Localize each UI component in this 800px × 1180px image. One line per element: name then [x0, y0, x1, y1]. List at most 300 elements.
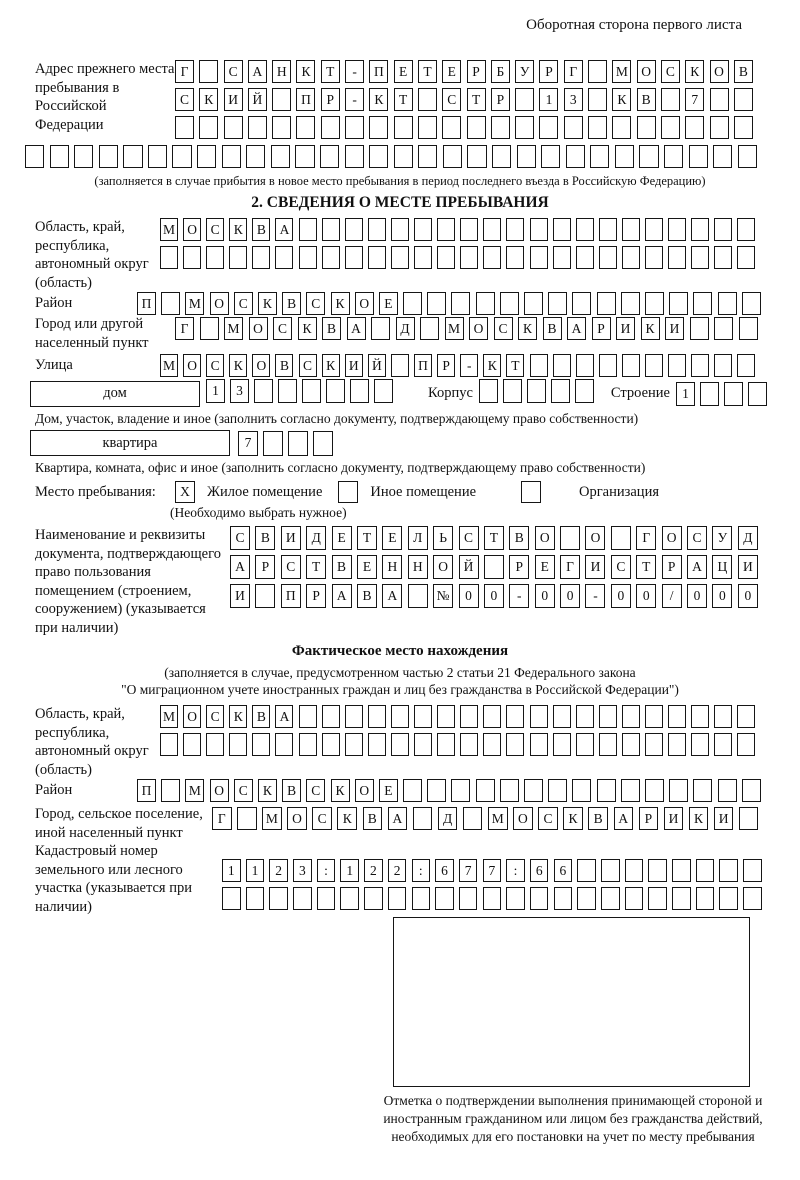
- char-box[interactable]: [588, 60, 607, 83]
- char-box[interactable]: О: [355, 779, 374, 802]
- char-box[interactable]: В: [588, 807, 608, 830]
- char-box[interactable]: И: [616, 317, 635, 340]
- char-box[interactable]: [394, 116, 413, 139]
- char-box[interactable]: А: [614, 807, 634, 830]
- char-box[interactable]: Е: [394, 60, 413, 83]
- char-box[interactable]: [252, 733, 270, 756]
- char-box[interactable]: [553, 705, 571, 728]
- char-box[interactable]: [460, 733, 478, 756]
- char-box[interactable]: И: [281, 526, 301, 550]
- char-box[interactable]: Р: [306, 584, 326, 608]
- char-box[interactable]: [530, 218, 548, 241]
- char-box[interactable]: И: [585, 555, 605, 579]
- char-box[interactable]: -: [345, 88, 364, 111]
- char-box[interactable]: [553, 218, 571, 241]
- char-box[interactable]: 7: [459, 859, 478, 882]
- char-box[interactable]: [714, 218, 732, 241]
- char-box[interactable]: [197, 145, 216, 168]
- char-box[interactable]: М: [160, 218, 178, 241]
- char-box[interactable]: :: [317, 859, 336, 882]
- char-box[interactable]: 1: [539, 88, 558, 111]
- char-box[interactable]: [322, 733, 340, 756]
- char-box[interactable]: [597, 779, 616, 802]
- char-box[interactable]: [25, 145, 44, 168]
- char-box[interactable]: [484, 555, 504, 579]
- char-box[interactable]: Т: [357, 526, 377, 550]
- char-box[interactable]: [668, 218, 686, 241]
- char-box[interactable]: [588, 88, 607, 111]
- char-box[interactable]: Г: [636, 526, 656, 550]
- char-box[interactable]: [718, 292, 737, 315]
- char-box[interactable]: [714, 705, 732, 728]
- char-box[interactable]: [506, 733, 524, 756]
- char-box[interactable]: М: [262, 807, 282, 830]
- char-box[interactable]: К: [258, 292, 277, 315]
- char-box[interactable]: О: [710, 60, 729, 83]
- char-box[interactable]: [524, 292, 543, 315]
- char-box[interactable]: [645, 354, 663, 377]
- char-box[interactable]: В: [332, 555, 352, 579]
- char-box[interactable]: О: [433, 555, 453, 579]
- char-box[interactable]: К: [322, 354, 340, 377]
- char-box[interactable]: [391, 218, 409, 241]
- char-box[interactable]: [645, 705, 663, 728]
- char-box[interactable]: [515, 116, 534, 139]
- char-box[interactable]: [599, 705, 617, 728]
- char-box[interactable]: Р: [592, 317, 611, 340]
- char-box[interactable]: [737, 218, 755, 241]
- char-box[interactable]: П: [137, 779, 156, 802]
- char-box[interactable]: [576, 705, 594, 728]
- char-box[interactable]: И: [738, 555, 758, 579]
- char-box[interactable]: [463, 807, 483, 830]
- char-box[interactable]: И: [665, 317, 684, 340]
- char-box[interactable]: [742, 779, 761, 802]
- char-box[interactable]: [669, 779, 688, 802]
- char-box[interactable]: [437, 246, 455, 269]
- char-box[interactable]: М: [612, 60, 631, 83]
- char-box[interactable]: [621, 779, 640, 802]
- char-box[interactable]: [548, 779, 567, 802]
- char-box[interactable]: [577, 859, 596, 882]
- char-box[interactable]: Г: [560, 555, 580, 579]
- char-box[interactable]: [172, 145, 191, 168]
- char-box[interactable]: К: [331, 292, 350, 315]
- char-box[interactable]: [148, 145, 167, 168]
- char-box[interactable]: О: [637, 60, 656, 83]
- char-box[interactable]: [691, 733, 709, 756]
- char-box[interactable]: О: [210, 292, 229, 315]
- char-box[interactable]: С: [224, 60, 243, 83]
- char-box[interactable]: С: [306, 292, 325, 315]
- char-box[interactable]: [691, 354, 709, 377]
- char-box[interactable]: П: [296, 88, 315, 111]
- char-box[interactable]: Р: [467, 60, 486, 83]
- char-box[interactable]: [668, 354, 686, 377]
- char-box[interactable]: [742, 292, 761, 315]
- char-box[interactable]: С: [206, 218, 224, 241]
- char-box[interactable]: О: [662, 526, 682, 550]
- char-box[interactable]: :: [506, 859, 525, 882]
- char-box[interactable]: [714, 246, 732, 269]
- char-box[interactable]: [437, 733, 455, 756]
- char-box[interactable]: [737, 246, 755, 269]
- char-box[interactable]: О: [535, 526, 555, 550]
- char-box[interactable]: 0: [738, 584, 758, 608]
- char-box[interactable]: 0: [484, 584, 504, 608]
- char-box[interactable]: [476, 779, 495, 802]
- char-box[interactable]: К: [483, 354, 501, 377]
- char-box[interactable]: Т: [636, 555, 656, 579]
- char-box[interactable]: [317, 887, 336, 910]
- char-box[interactable]: [668, 733, 686, 756]
- char-box[interactable]: [374, 379, 393, 403]
- char-box[interactable]: [541, 145, 560, 168]
- char-box[interactable]: [246, 145, 265, 168]
- char-box[interactable]: У: [515, 60, 534, 83]
- char-box[interactable]: Н: [272, 60, 291, 83]
- char-box[interactable]: К: [229, 705, 247, 728]
- char-box[interactable]: [451, 292, 470, 315]
- char-box[interactable]: 0: [687, 584, 707, 608]
- char-box[interactable]: [566, 145, 585, 168]
- char-box[interactable]: В: [509, 526, 529, 550]
- char-box[interactable]: [560, 526, 580, 550]
- char-box[interactable]: [371, 317, 390, 340]
- char-box[interactable]: [530, 887, 549, 910]
- char-box[interactable]: [467, 145, 486, 168]
- checkbox-residential[interactable]: X: [175, 481, 195, 503]
- char-box[interactable]: [412, 887, 431, 910]
- char-box[interactable]: К: [331, 779, 350, 802]
- char-box[interactable]: [160, 733, 178, 756]
- char-box[interactable]: [622, 705, 640, 728]
- char-box[interactable]: М: [488, 807, 508, 830]
- char-box[interactable]: [553, 246, 571, 269]
- char-box[interactable]: [229, 246, 247, 269]
- char-box[interactable]: К: [296, 60, 315, 83]
- char-box[interactable]: [648, 887, 667, 910]
- char-box[interactable]: Ц: [712, 555, 732, 579]
- checkbox-other-premises[interactable]: [338, 481, 358, 503]
- char-box[interactable]: [479, 379, 498, 403]
- char-box[interactable]: [368, 218, 386, 241]
- char-box[interactable]: 6: [530, 859, 549, 882]
- char-box[interactable]: [668, 246, 686, 269]
- char-box[interactable]: [322, 218, 340, 241]
- char-box[interactable]: М: [160, 354, 178, 377]
- char-box[interactable]: [183, 246, 201, 269]
- char-box[interactable]: [414, 705, 432, 728]
- char-box[interactable]: А: [248, 60, 267, 83]
- char-box[interactable]: /: [662, 584, 682, 608]
- char-box[interactable]: О: [287, 807, 307, 830]
- char-box[interactable]: [200, 317, 219, 340]
- char-box[interactable]: С: [687, 526, 707, 550]
- char-box[interactable]: -: [585, 584, 605, 608]
- char-box[interactable]: [648, 859, 667, 882]
- char-box[interactable]: Т: [306, 555, 326, 579]
- char-box[interactable]: [299, 218, 317, 241]
- char-box[interactable]: В: [363, 807, 383, 830]
- char-box[interactable]: [350, 379, 369, 403]
- char-box[interactable]: 1: [206, 379, 225, 403]
- char-box[interactable]: С: [281, 555, 301, 579]
- char-box[interactable]: [492, 145, 511, 168]
- char-box[interactable]: К: [258, 779, 277, 802]
- char-box[interactable]: С: [538, 807, 558, 830]
- char-box[interactable]: Д: [306, 526, 326, 550]
- char-box[interactable]: [506, 246, 524, 269]
- char-box[interactable]: [599, 246, 617, 269]
- char-box[interactable]: [615, 145, 634, 168]
- char-box[interactable]: [645, 733, 663, 756]
- char-box[interactable]: [278, 379, 297, 403]
- char-box[interactable]: [427, 292, 446, 315]
- char-box[interactable]: [575, 379, 594, 403]
- char-box[interactable]: Е: [379, 292, 398, 315]
- char-box[interactable]: 0: [459, 584, 479, 608]
- char-box[interactable]: Д: [396, 317, 415, 340]
- char-box[interactable]: [738, 145, 757, 168]
- char-box[interactable]: [246, 887, 265, 910]
- char-box[interactable]: Е: [442, 60, 461, 83]
- char-box[interactable]: [601, 859, 620, 882]
- char-box[interactable]: С: [661, 60, 680, 83]
- char-box[interactable]: [414, 733, 432, 756]
- char-box[interactable]: [530, 705, 548, 728]
- char-box[interactable]: Й: [368, 354, 386, 377]
- char-box[interactable]: К: [518, 317, 537, 340]
- char-box[interactable]: [222, 887, 241, 910]
- char-box[interactable]: [368, 705, 386, 728]
- char-box[interactable]: [320, 145, 339, 168]
- char-box[interactable]: Т: [418, 60, 437, 83]
- char-box[interactable]: [161, 779, 180, 802]
- char-box[interactable]: 3: [230, 379, 249, 403]
- char-box[interactable]: [527, 379, 546, 403]
- char-box[interactable]: [621, 292, 640, 315]
- char-box[interactable]: М: [160, 705, 178, 728]
- char-box[interactable]: [369, 116, 388, 139]
- char-box[interactable]: [322, 705, 340, 728]
- char-box[interactable]: [299, 733, 317, 756]
- char-box[interactable]: И: [664, 807, 684, 830]
- char-box[interactable]: 6: [435, 859, 454, 882]
- char-box[interactable]: [224, 116, 243, 139]
- char-box[interactable]: П: [281, 584, 301, 608]
- char-box[interactable]: Е: [535, 555, 555, 579]
- char-box[interactable]: [622, 218, 640, 241]
- char-box[interactable]: К: [563, 807, 583, 830]
- char-box[interactable]: [645, 218, 663, 241]
- char-box[interactable]: [622, 246, 640, 269]
- char-box[interactable]: [345, 116, 364, 139]
- char-box[interactable]: [295, 145, 314, 168]
- char-box[interactable]: [160, 246, 178, 269]
- char-box[interactable]: К: [298, 317, 317, 340]
- char-box[interactable]: [299, 246, 317, 269]
- char-box[interactable]: М: [445, 317, 464, 340]
- char-box[interactable]: [222, 145, 241, 168]
- char-box[interactable]: [625, 887, 644, 910]
- char-box[interactable]: [539, 116, 558, 139]
- char-box[interactable]: 0: [611, 584, 631, 608]
- char-box[interactable]: [345, 705, 363, 728]
- char-box[interactable]: [414, 246, 432, 269]
- char-box[interactable]: [340, 887, 359, 910]
- char-box[interactable]: [288, 431, 308, 456]
- char-box[interactable]: [345, 218, 363, 241]
- char-box[interactable]: [123, 145, 142, 168]
- char-box[interactable]: [506, 705, 524, 728]
- char-box[interactable]: [737, 705, 755, 728]
- char-box[interactable]: А: [275, 218, 293, 241]
- char-box[interactable]: К: [689, 807, 709, 830]
- char-box[interactable]: [491, 116, 510, 139]
- char-box[interactable]: [394, 145, 413, 168]
- char-box[interactable]: [293, 887, 312, 910]
- char-box[interactable]: И: [230, 584, 250, 608]
- char-box[interactable]: О: [513, 807, 533, 830]
- char-box[interactable]: [693, 292, 712, 315]
- char-box[interactable]: [553, 354, 571, 377]
- char-box[interactable]: И: [345, 354, 363, 377]
- char-box[interactable]: [612, 116, 631, 139]
- char-box[interactable]: Ь: [433, 526, 453, 550]
- char-box[interactable]: 7: [483, 859, 502, 882]
- char-box[interactable]: [302, 379, 321, 403]
- char-box[interactable]: [517, 145, 536, 168]
- char-box[interactable]: Т: [484, 526, 504, 550]
- char-box[interactable]: [669, 292, 688, 315]
- char-box[interactable]: [418, 116, 437, 139]
- char-box[interactable]: [275, 733, 293, 756]
- char-box[interactable]: С: [442, 88, 461, 111]
- char-box[interactable]: [99, 145, 118, 168]
- char-box[interactable]: [710, 88, 729, 111]
- char-box[interactable]: Й: [459, 555, 479, 579]
- char-box[interactable]: [572, 292, 591, 315]
- char-box[interactable]: [572, 779, 591, 802]
- char-box[interactable]: [691, 705, 709, 728]
- char-box[interactable]: Г: [175, 317, 194, 340]
- char-box[interactable]: [564, 116, 583, 139]
- char-box[interactable]: 1: [246, 859, 265, 882]
- char-box[interactable]: Н: [382, 555, 402, 579]
- char-box[interactable]: В: [282, 779, 301, 802]
- char-box[interactable]: [719, 859, 738, 882]
- char-box[interactable]: Т: [394, 88, 413, 111]
- char-box[interactable]: [737, 354, 755, 377]
- char-box[interactable]: [408, 584, 428, 608]
- char-box[interactable]: 0: [560, 584, 580, 608]
- char-box[interactable]: Е: [332, 526, 352, 550]
- char-box[interactable]: В: [543, 317, 562, 340]
- char-box[interactable]: [622, 354, 640, 377]
- char-box[interactable]: 0: [712, 584, 732, 608]
- char-box[interactable]: Р: [662, 555, 682, 579]
- char-box[interactable]: [443, 145, 462, 168]
- char-box[interactable]: 0: [636, 584, 656, 608]
- char-box[interactable]: П: [414, 354, 432, 377]
- char-box[interactable]: Р: [255, 555, 275, 579]
- char-box[interactable]: [553, 733, 571, 756]
- char-box[interactable]: [599, 733, 617, 756]
- char-box[interactable]: [590, 145, 609, 168]
- char-box[interactable]: [414, 218, 432, 241]
- char-box[interactable]: [739, 317, 758, 340]
- char-box[interactable]: С: [234, 779, 253, 802]
- char-box[interactable]: [739, 807, 759, 830]
- char-box[interactable]: [719, 887, 738, 910]
- char-box[interactable]: О: [585, 526, 605, 550]
- char-box[interactable]: Г: [564, 60, 583, 83]
- char-box[interactable]: [554, 887, 573, 910]
- char-box[interactable]: [483, 887, 502, 910]
- char-box[interactable]: 7: [238, 431, 258, 456]
- char-box[interactable]: [269, 887, 288, 910]
- char-box[interactable]: [263, 431, 283, 456]
- char-box[interactable]: О: [252, 354, 270, 377]
- char-box[interactable]: [237, 807, 257, 830]
- char-box[interactable]: [576, 246, 594, 269]
- char-box[interactable]: П: [369, 60, 388, 83]
- char-box[interactable]: К: [685, 60, 704, 83]
- char-box[interactable]: [296, 116, 315, 139]
- char-box[interactable]: [248, 116, 267, 139]
- char-box[interactable]: [734, 116, 753, 139]
- char-box[interactable]: [689, 145, 708, 168]
- char-box[interactable]: А: [567, 317, 586, 340]
- char-box[interactable]: К: [229, 354, 247, 377]
- char-box[interactable]: Д: [738, 526, 758, 550]
- char-box[interactable]: [734, 88, 753, 111]
- char-box[interactable]: [183, 733, 201, 756]
- char-box[interactable]: О: [210, 779, 229, 802]
- char-box[interactable]: [577, 887, 596, 910]
- char-box[interactable]: 1: [340, 859, 359, 882]
- char-box[interactable]: Г: [175, 60, 194, 83]
- char-box[interactable]: [272, 88, 291, 111]
- char-box[interactable]: [625, 859, 644, 882]
- char-box[interactable]: 1: [676, 382, 695, 406]
- char-box[interactable]: [403, 292, 422, 315]
- char-box[interactable]: [391, 705, 409, 728]
- char-box[interactable]: [206, 246, 224, 269]
- char-box[interactable]: О: [183, 705, 201, 728]
- char-box[interactable]: [460, 705, 478, 728]
- char-box[interactable]: Р: [491, 88, 510, 111]
- char-box[interactable]: [442, 116, 461, 139]
- char-box[interactable]: [748, 382, 767, 406]
- char-box[interactable]: [645, 246, 663, 269]
- char-box[interactable]: Е: [379, 779, 398, 802]
- char-box[interactable]: [672, 859, 691, 882]
- char-box[interactable]: В: [322, 317, 341, 340]
- char-box[interactable]: 6: [554, 859, 573, 882]
- char-box[interactable]: [548, 292, 567, 315]
- char-box[interactable]: [622, 733, 640, 756]
- char-box[interactable]: [576, 354, 594, 377]
- char-box[interactable]: -: [460, 354, 478, 377]
- char-box[interactable]: 2: [364, 859, 383, 882]
- char-box[interactable]: В: [734, 60, 753, 83]
- char-box[interactable]: М: [185, 292, 204, 315]
- char-box[interactable]: М: [185, 779, 204, 802]
- char-box[interactable]: [50, 145, 69, 168]
- char-box[interactable]: [345, 733, 363, 756]
